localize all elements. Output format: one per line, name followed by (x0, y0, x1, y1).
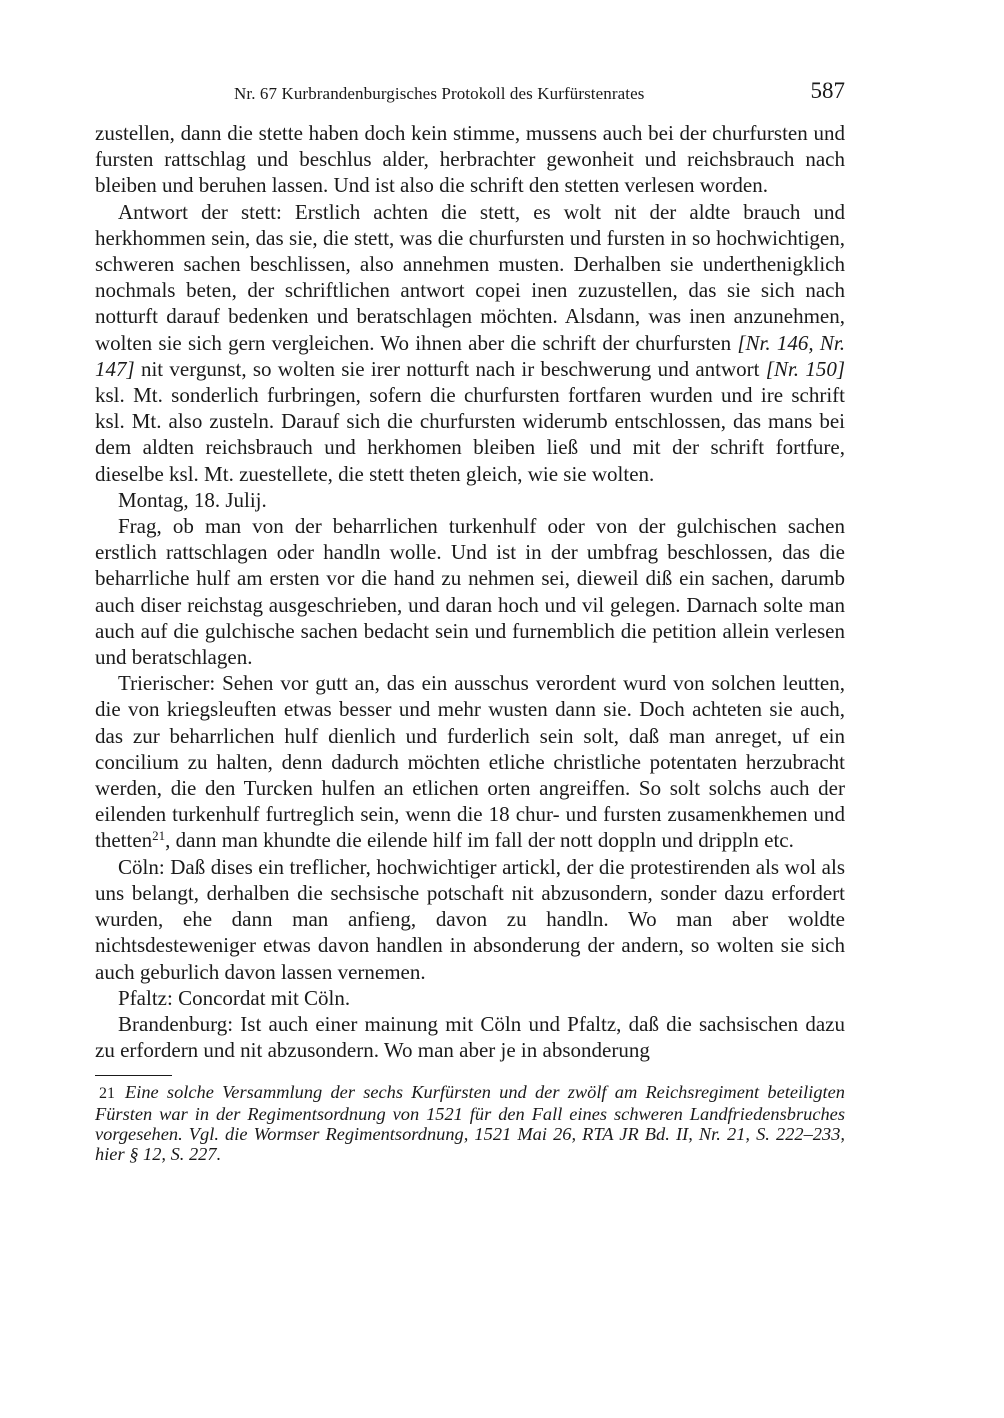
document-reference: [Nr. 146, Nr. 147] (95, 330, 845, 381)
paragraph-5 (95, 670, 845, 853)
paragraph-1-text: zustellen, dann die stette haben doch kein stimme, mussens auch bei der churfursten und fursten rattschlag und beschlus alder, herbrachter gewonheit und reichsbrauch nach bleiben und beruhen lassen. Und ist also die schrift den stetten verlesen worden. (95, 121, 845, 198)
paragraph-4-text: Frag, ob man von der beharrlichen turkenhulf oder von der gulchischen sachen erstlich rattschlagen oder handln wolle. Und ist in der umbfrag beschlossen, das die beharrliche hulf am ersten vor die hand zu nehmen sei, dieweil diß ein sachen, darumb auch diser reichstag ausgeschrieben, und daran hoch und vil gelegen. Darnach solte man auch auf die gulchische sachen bedacht sein und furnemblich die petition allein verlesen und beratschlagen. (95, 514, 845, 670)
paragraph-5-text-a: Trierischer: Sehen vor gutt an, das ein ausschus verordent wurd von solchen leutten, die von kriegsleuften etwas besser und mehr wusten dann sie. Doch achteten sie auch, das zur beharrlichen hulf dienlich und furderlich sein solt, daß man anreget, uf ein concilium zu halten, denn dadurch möchten etliche christliche potentaten herzubracht werden, die den Turcken hulfen an etlichen orten angreiffen. So solt solchs auch der eilenden turkenhulf furtreglich sein, wenn die 18 chur- und fursten zusamenkhemen und thetten (95, 671, 845, 853)
date-entry-text: Montag, 18. Julij. (118, 487, 267, 512)
paragraph-1 (95, 120, 845, 199)
paragraph-7 (95, 985, 845, 1011)
footnote-reference[interactable]: 21 (152, 828, 166, 844)
paragraph-5-text-b: , dann man khundte die eilende hilf im fall der nott doppln und drippln etc. (165, 828, 794, 853)
page-number: 587 (810, 78, 845, 103)
paragraph-6 (95, 854, 845, 985)
paragraph-4 (95, 513, 845, 670)
footnote-text: Eine solche Versammlung der sechs Kurfürsten und der zwölf am Reichsregiment beteiligten Fürsten war in der Regimentsordnung von 1521 für den Fall eines schweren Landfriedensbruches vorgesehen. Vgl. die Wormser Regimentsordnung, 1521 Mai 26, RTA JR Bd. II, Nr. 21, S. 222–233, hier § 12, S. 227. (95, 1082, 845, 1165)
page-header (95, 78, 845, 108)
paragraph-2-text-b: nit vergunst, so wolten sie irer notturft nach ir beschwerung und antwort (134, 356, 766, 381)
document-reference: [Nr. 150] (765, 356, 845, 381)
paragraph-2-text-a: Antwort der stett: Erstlich achten die stett, es wolt nit der aldte brauch und herkhommen sein, das sie, die stett, was die churfursten und fursten in so hochwichtigen, schweren sachen beschlissen, also annehmen musten. Derhalben sie underthenigklich nochmals beten, der schriftlichen antwort copei inen zuzustellen, das sie sich nach notturft darauf bedenken und beratschlagen möchten. Alsdann, was inen anzunehmen, wolten sie sich gern vergleichen. Wo ihnen aber die schrift der churfursten (95, 199, 845, 355)
footnote-number: 21 (99, 1085, 115, 1103)
main-text (95, 120, 845, 1063)
page (95, 78, 845, 1164)
paragraph-8 (95, 1011, 845, 1063)
paragraph-6-text: Cöln: Daß dises ein treflicher, hochwichtiger artickl, der die protestirenden als wol als uns belangt, derhalben die sechsische potschaft nit abzusondern, sonder dazu erfordert wurden, ehe dann man anfieng, davon zu handln. Wo man aber woldte nichtsdesteweniger etwas davon handlen in absonderung der andern, so wolten sie sich auch geburlich davon lassen vernemen. (95, 854, 845, 984)
paragraph-2-text-c: ksl. Mt. sonderlich furbringen, sofern die churfursten fortfaren wurden und ire schrift ksl. Mt. also zusteln. Darauf sich die churfursten widerumb entschlossen, das mans bei dem aldten reichsbrauch und herkhomen bleiben ließ und mit der schrift fortfure, dieselbe ksl. Mt. zuestellete, die stett theten gleich, wie sie wolten. (95, 383, 845, 486)
footnote-divider (95, 1075, 172, 1076)
paragraph-2 (95, 199, 845, 487)
running-title: Nr. 67 Kurbrandenburgisches Protokoll des Kurfürstenrates (234, 84, 645, 103)
paragraph-8-text: Brandenburg: Ist auch einer mainung mit Cöln und Pfaltz, daß die sachsischen dazu zu erfordern und nit abzusondern. Wo man aber je in absonderung (95, 1011, 845, 1063)
date-entry (95, 487, 845, 513)
footnote (95, 1082, 845, 1164)
paragraph-7-text: Pfaltz: Concordat mit Cöln. (118, 985, 351, 1010)
